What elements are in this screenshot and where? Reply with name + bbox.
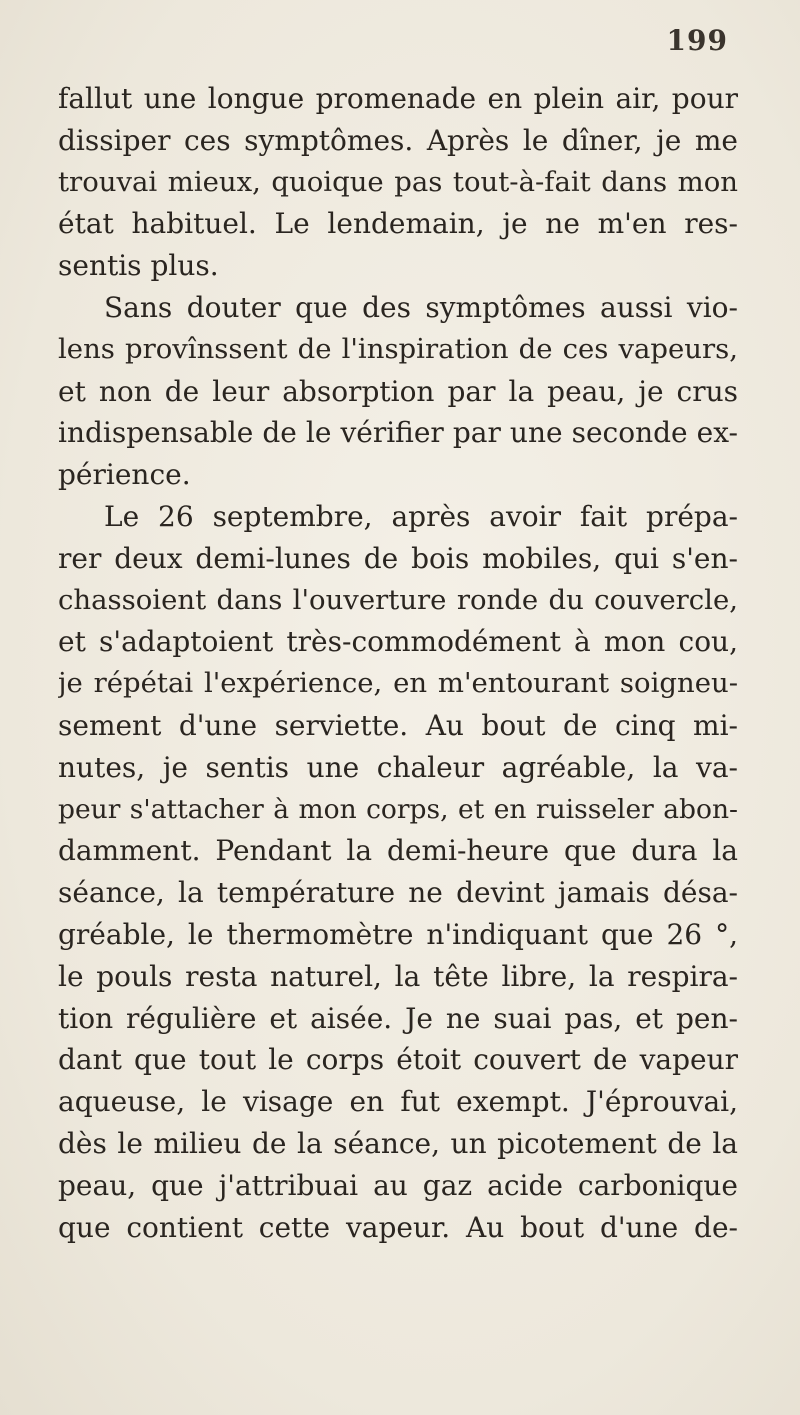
text-line: et non de leur absorption par la peau, je crus [58,374,738,408]
text-line: Sans douter que des symptômes aussi vio- [104,290,738,324]
text-line: fallut une longue promenade en plein air, pour [58,82,738,115]
text-line: sement d'une serviette. Au bout de cinq mi- [58,708,738,742]
text-line: état habituel. Le lendemain, je ne m'en res- [58,207,738,241]
text-line: damment. Pendant la demi-heure que dura la [58,834,738,868]
body-text [58,78,738,1248]
text-line: trouvai mieux, quoique pas tout-à-fait dans mon [58,165,738,198]
text-line: le pouls resta naturel, la tête libre, la respira- [58,959,738,993]
text-line: chassoient dans l'ouverture ronde du couvercle, [58,583,738,616]
text-line: dant que tout le corps étoit couvert de vapeur [58,1043,738,1077]
text-line: sentis plus. [58,249,219,283]
text-line: séance, la température ne devint jamais désa- [58,876,738,910]
text-line: lens provînssent de l'inspiration de ces vapeurs, [58,332,738,365]
text-line: nutes, je sentis une chaleur agréable, la va- [58,750,738,784]
text-line: dissiper ces symptômes. Après le dîner, je me [58,123,738,157]
text-line: indispensable de le vérifier par une seconde ex- [58,416,738,450]
text-line: et s'adaptoient très-commodément à mon cou, [58,625,738,659]
page-number: 199 [666,24,728,57]
text-line: rer deux demi-lunes de bois mobiles, qui s'en- [58,541,738,575]
text-line: Le 26 septembre, après avoir fait prépa- [104,499,738,533]
text-line: que contient cette vapeur. Au bout d'une de- [58,1210,738,1244]
text-line: aqueuse, le visage en fut exempt. J'éprouvai, [58,1085,738,1119]
text-line: peau, que j'attribuai au gaz acide carbonique [58,1168,738,1202]
text-line: gréable, le thermomètre n'indiquant que 26 °, [58,917,738,951]
text-line: je répétai l'expérience, en m'entourant soigneu- [58,667,738,700]
text-line: peur s'attacher à mon corps, et en ruisseler abon- [58,793,738,825]
text-line: dès le milieu de la séance, un picotement de la [58,1126,738,1160]
text-line: périence. [58,458,191,492]
text-line: tion régulière et aisée. Je ne suai pas, et pen- [58,1001,738,1035]
